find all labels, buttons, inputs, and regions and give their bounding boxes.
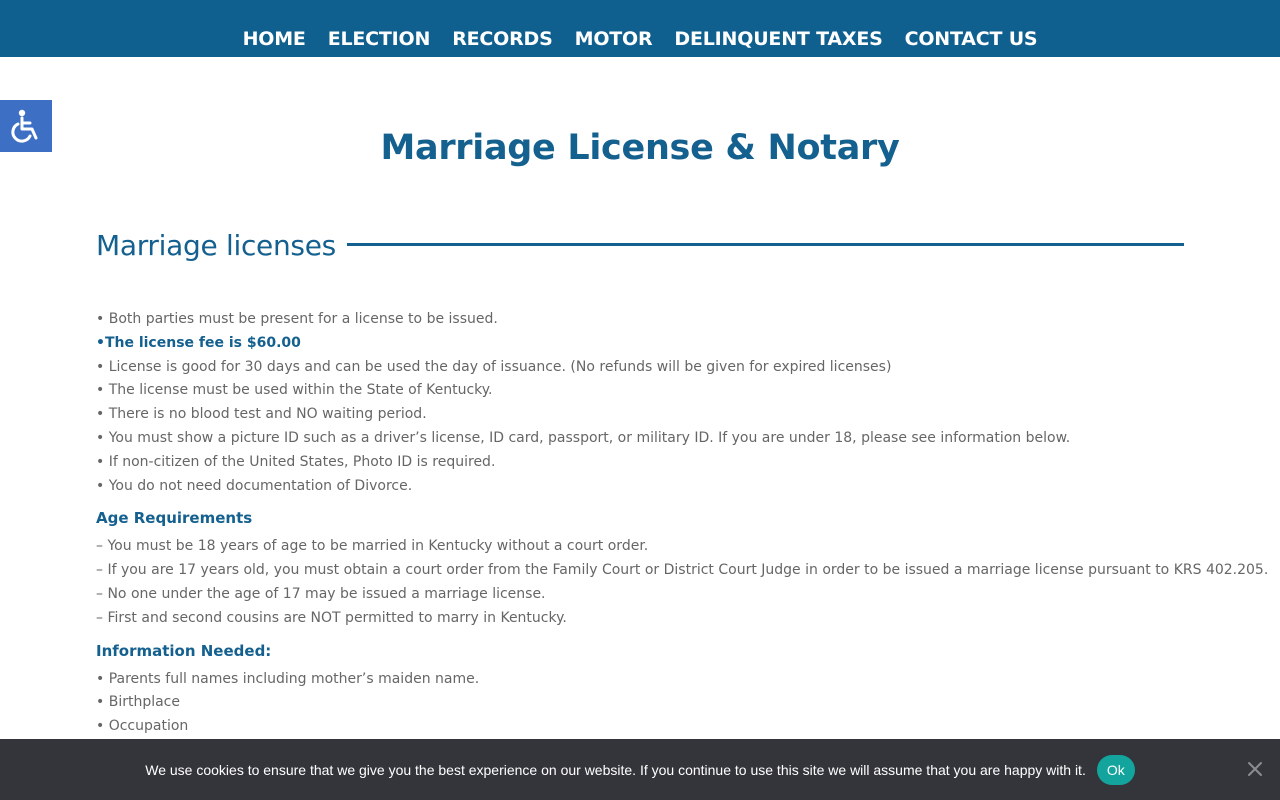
section-heading: Marriage licenses <box>96 228 336 262</box>
main-nav <box>0 28 1280 50</box>
license-info-item: • The license must be used within the State of Kentucky. <box>96 382 493 399</box>
top-header <box>0 0 1280 57</box>
information-needed-item: • Birthplace <box>96 694 180 711</box>
cookie-notice-bar <box>0 739 1280 800</box>
information-needed-list <box>96 668 1196 739</box>
license-info-item: • If non-citizen of the United States, Photo ID is required. <box>96 453 496 470</box>
cookie-notice-text: We use cookies to ensure that we give you the best experience on our website. If you continue to use this site we will assume that you are happy with it. <box>145 761 1086 778</box>
section-divider <box>347 243 1184 246</box>
age-requirement-item: – First and second cousins are NOT permitted to marry in Kentucky. <box>96 609 567 626</box>
age-requirement-item: – If you are 17 years old, you must obtain a court order from the Family Court or District Court Judge in order to be issued a marriage license pursuant to KRS 402.205. <box>96 562 1269 579</box>
license-info-list <box>96 308 1196 498</box>
age-requirement-item: – You must be 18 years of age to be married in Kentucky without a court order. <box>96 538 649 555</box>
information-needed-item: • Parents full names including mother’s maiden name. <box>96 670 480 687</box>
license-fee-item: •The license fee is $60.00 <box>96 334 301 351</box>
nav-election-link[interactable]: ELECTION <box>327 28 431 50</box>
nav-records-link[interactable]: RECORDS <box>452 28 553 50</box>
age-requirements-list <box>96 535 1269 630</box>
license-info-item: • There is no blood test and NO waiting period. <box>96 406 427 423</box>
license-info-item: • You do not need documentation of Divorce. <box>96 477 413 494</box>
cookie-ok-button[interactable]: Ok <box>1097 755 1135 785</box>
page-title: Marriage License & Notary <box>380 128 900 168</box>
information-needed-item: • Occupation <box>96 718 189 735</box>
close-icon[interactable] <box>1246 760 1264 778</box>
section-header <box>96 225 1184 265</box>
license-info-item: • Both parties must be present for a license to be issued. <box>96 311 498 327</box>
license-info-item: • You must show a picture ID such as a driver’s license, ID card, passport, or military ID. If you are under 18, please see information below. <box>96 429 1071 446</box>
nav-delinquent-taxes-link[interactable]: DELINQUENT TAXES <box>674 28 883 50</box>
age-requirement-item: – No one under the age of 17 may be issued a marriage license. <box>96 585 546 602</box>
nav-home-link[interactable]: HOME <box>242 28 306 50</box>
nav-motor-link[interactable]: MOTOR <box>574 28 653 50</box>
main-content <box>96 308 1269 739</box>
license-info-item: • License is good for 30 days and can be used the day of issuance. (No refunds will be given for expired licenses) <box>96 358 892 375</box>
age-requirements-heading: Age Requirements <box>96 509 253 528</box>
information-needed-heading: Information Needed: <box>96 641 272 660</box>
nav-contact-us-link[interactable]: CONTACT US <box>904 28 1038 50</box>
